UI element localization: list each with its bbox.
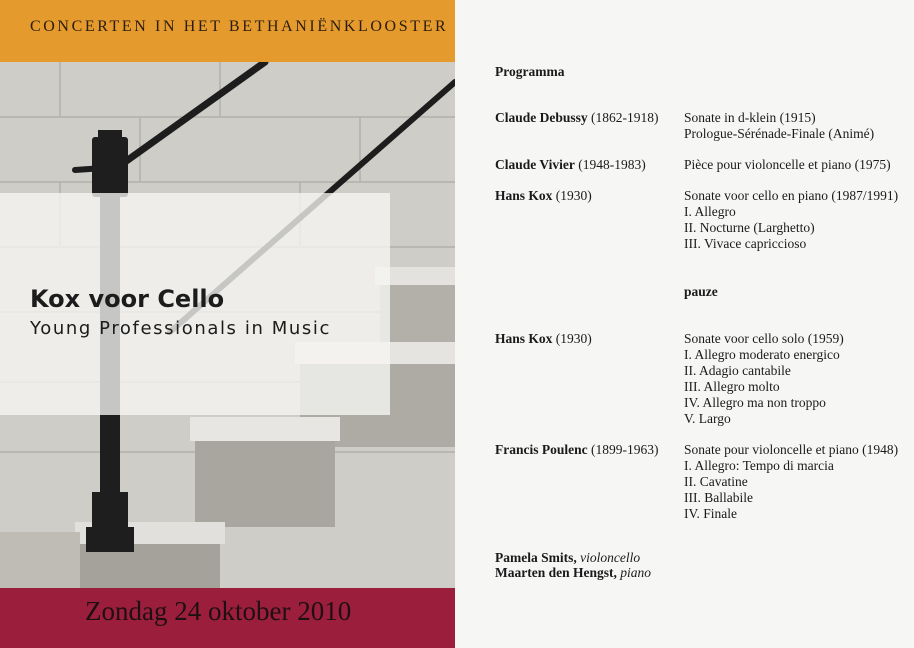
intermission-label: pauze xyxy=(684,284,718,299)
performer-instrument: violoncello xyxy=(580,550,641,565)
composer-dates: (1899-1963) xyxy=(591,442,659,457)
work-line: III. Allegro molto xyxy=(684,379,780,394)
composer-entry xyxy=(495,331,592,347)
performer-name: Pamela Smits, xyxy=(495,550,577,565)
work-list xyxy=(684,331,844,427)
cover-title: Kox voor Cello xyxy=(30,285,225,313)
work-line: IV. Allegro ma non troppo xyxy=(684,395,826,410)
performers xyxy=(495,550,651,580)
work-line: I. Allegro: Tempo di marcia xyxy=(684,458,834,473)
work-line: V. Largo xyxy=(684,411,731,426)
work-line: I. Allegro xyxy=(684,204,736,219)
program-page xyxy=(455,0,914,648)
composer-name: Francis Poulenc xyxy=(495,442,588,457)
work-line: Pièce pour violoncelle et piano (1975) xyxy=(684,157,891,172)
work-line: Sonate in d-klein (1915) xyxy=(684,110,816,125)
performer xyxy=(495,550,651,565)
cover-subtitle: Young Professionals in Music xyxy=(30,318,332,339)
composer-name: Hans Kox xyxy=(495,331,553,346)
work-list xyxy=(684,188,898,252)
cover-header-text: CONCERTEN IN HET BETHANIËNKLOOSTER xyxy=(30,18,449,35)
work-line: Sonate voor cello solo (1959) xyxy=(684,331,844,346)
composer-dates: (1930) xyxy=(555,331,592,346)
work-line: Prologue-Sérénade-Finale (Animé) xyxy=(684,126,875,141)
work-line: II. Adagio cantabile xyxy=(684,363,791,378)
work-line: I. Allegro moderato energico xyxy=(684,347,840,362)
composer-dates: (1930) xyxy=(555,188,592,203)
work-line: IV. Finale xyxy=(684,506,737,521)
cover-date: Zondag 24 oktober 2010 xyxy=(85,596,352,626)
program-heading: Programma xyxy=(495,64,565,79)
composer-entry xyxy=(495,188,592,204)
work-line: III. Ballabile xyxy=(684,490,753,505)
performer xyxy=(495,565,651,580)
program-cover xyxy=(0,0,455,648)
work-line: II. Cavatine xyxy=(684,474,748,489)
composer-name: Hans Kox xyxy=(495,188,553,203)
work-list xyxy=(684,157,891,173)
composer-dates: (1862-1918) xyxy=(591,110,659,125)
work-list xyxy=(684,110,874,142)
performer-name: Maarten den Hengst, xyxy=(495,565,617,580)
composer-name: Claude Vivier xyxy=(495,157,575,172)
work-line: Sonate voor cello en piano (1987/1991) xyxy=(684,188,899,203)
composer-entry xyxy=(495,442,659,458)
work-line: II. Nocturne (Larghetto) xyxy=(684,220,815,235)
composer-entry xyxy=(495,110,659,126)
composer-name: Claude Debussy xyxy=(495,110,588,125)
composer-entry xyxy=(495,157,646,173)
composer-dates: (1948-1983) xyxy=(578,157,646,172)
work-line: III. Vivace capriccioso xyxy=(684,236,807,251)
work-line: Sonate pour violoncelle et piano (1948) xyxy=(684,442,899,457)
performer-instrument: piano xyxy=(620,565,652,580)
work-list xyxy=(684,442,898,522)
